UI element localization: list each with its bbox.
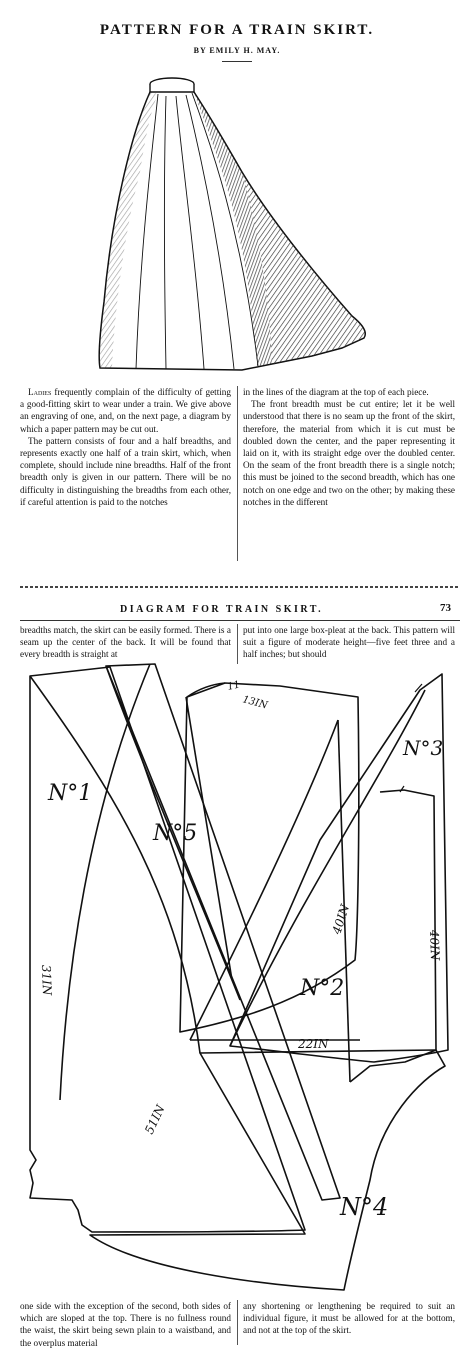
- article-byline: BY EMILY H. MAY.: [193, 46, 281, 55]
- piece-1-outline: [30, 667, 305, 1232]
- measure-40-inner: 40IN: [329, 902, 353, 936]
- article-title: PATTERN FOR A TRAIN SKIRT.: [99, 22, 375, 38]
- upper-right-paragraph-1: in the lines of the diagram at the top of each piece.: [243, 387, 429, 397]
- piece-4-outline: [90, 1050, 445, 1290]
- measure-40-right: 40IN: [427, 929, 443, 961]
- label-piece-4: N°4: [340, 1193, 389, 1221]
- page-header-title: DIAGRAM FOR TRAIN SKIRT.: [120, 604, 324, 615]
- column-rule-lower-bottom: [237, 1300, 238, 1345]
- inner-strip-outline: [350, 790, 436, 1082]
- lower-bottom-right-column: any shortening or lengthening be required to suit an individual figure, it must be allowed for at the bottom, and not at the top of the skirt.: [243, 1301, 455, 1336]
- measure-11: 11: [226, 679, 242, 693]
- upper-right-paragraph-2: The front breadth must be cut entire; let it be well understood that there is no seam up the front of the skirt, therefore, the material from which it is cut must be doubled down the center, and the paper representing it laid on it, with its straight edge over the doubled center. On the seam of the front breadth there is a single notch; this must be joined to the second breadth, which has one notch on one edge and two on the other; by making these notches in the different: [243, 399, 455, 507]
- seam-line-h: [338, 720, 350, 1082]
- lower-top-right-column: put into one large box-pleat at the back. This pattern will suit a figure of moderate height—five feet three and a half inches; but should: [243, 625, 455, 660]
- label-piece-2: N°2: [300, 976, 345, 1001]
- upper-left-paragraph-1: frequently complain of the difficulty of getting a good-fitting skirt to wear under a train. We give above an engraving of one, and, on the next page, a diagram by which a paper pattern may be cut out.: [20, 387, 231, 434]
- piece-5-outline: [106, 664, 340, 1200]
- seam-line-d: [30, 676, 200, 1053]
- label-piece-5: N°5: [153, 821, 198, 846]
- page-number: 73: [440, 602, 451, 614]
- measure-13: 13IN: [241, 694, 269, 712]
- lower-top-left-column: breadths match, the skirt can be easily formed. There is a seam up the center of the back. It will be found that every breadth is straight at: [20, 625, 231, 660]
- notch-2: [400, 786, 404, 792]
- seam-line-e: [60, 664, 150, 1100]
- label-piece-1: N°1: [48, 781, 93, 806]
- measure-22: 22IN: [298, 1037, 329, 1051]
- upper-left-paragraph-2: The pattern consists of four and a half breadths, and represents exactly one half of a train skirt, which, when complete, should include nine breadths. Half of the front breadth only is given in our pattern. There will be no difficulty in distinguishing the breadths from each other, if careful attention is paid to the notches: [20, 435, 231, 507]
- label-piece-3: N°3: [403, 736, 444, 760]
- lower-bottom-left-column: one side with the exception of the second, both sides of which are sloped at the top. There is no fullness round the waist, the skirt being sewn plain to a waistband, and the overplus material: [20, 1301, 231, 1348]
- notch-1: [415, 684, 422, 692]
- measure-31-left: 31IN: [39, 964, 55, 996]
- drop-word: Ladies: [28, 387, 52, 397]
- measure-51: 51IN: [142, 1102, 168, 1137]
